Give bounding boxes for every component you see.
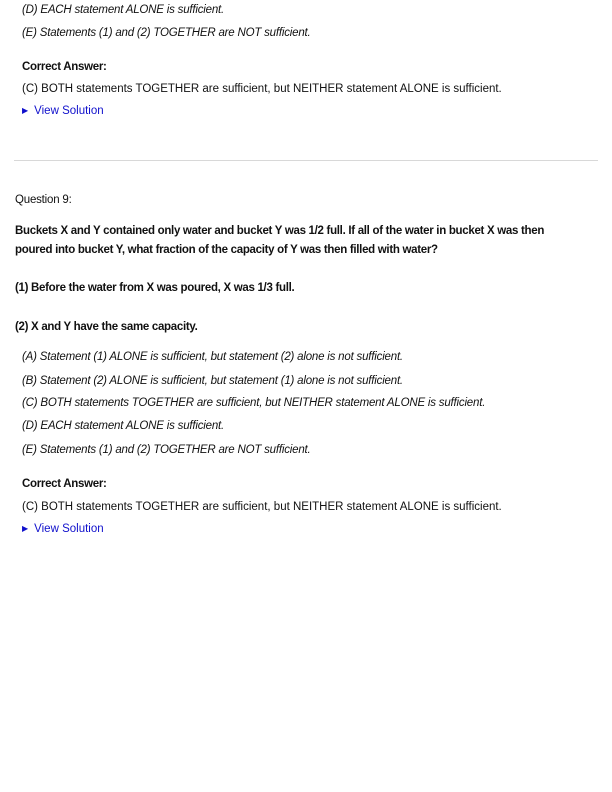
statement-1: (1) Before the water from X was poured, X was 1/3 full.	[15, 282, 295, 294]
answer-option-a: (A) Statement (1) ALONE is sufficient, but statement (2) alone is not sufficient.	[22, 351, 403, 363]
correct-answer-label: Correct Answer:	[22, 61, 107, 73]
question-stem-line-2: poured into bucket Y, what fraction of the capacity of Y was then filled with water?	[15, 244, 438, 256]
answer-option-d: (D) EACH statement ALONE is sufficient.	[22, 4, 225, 16]
question-stem-line-1: Buckets X and Y contained only water and bucket Y was 1/2 full. If all of the water in bucket X was then	[15, 225, 545, 237]
question-title: Question 9:	[15, 194, 72, 206]
answer-option-e: (E) Statements (1) and (2) TOGETHER are NOT sufficient.	[22, 444, 311, 456]
triangle-right-icon: ▶	[22, 106, 29, 115]
correct-answer: (C) BOTH statements TOGETHER are sufficient, but NEITHER statement ALONE is sufficient.	[22, 83, 502, 95]
correct-answer: (C) BOTH statements TOGETHER are sufficient, but NEITHER statement ALONE is sufficient.	[22, 501, 502, 513]
answer-option-b: (B) Statement (2) ALONE is sufficient, but statement (1) alone is not sufficient.	[22, 375, 403, 387]
triangle-right-icon: ▶	[22, 524, 29, 533]
statement-2: (2) X and Y have the same capacity.	[15, 321, 198, 333]
answer-option-c: (C) BOTH statements TOGETHER are sufficient, but NEITHER statement ALONE is sufficient.	[22, 397, 486, 409]
view-solution-label: View Solution	[34, 105, 104, 117]
view-solution-toggle[interactable]	[22, 522, 104, 536]
view-solution-toggle[interactable]	[22, 104, 104, 118]
divider	[14, 160, 598, 161]
answer-option-d: (D) EACH statement ALONE is sufficient.	[22, 420, 225, 432]
correct-answer-label: Correct Answer:	[22, 478, 107, 490]
answer-option-e: (E) Statements (1) and (2) TOGETHER are NOT sufficient.	[22, 27, 311, 39]
view-solution-label: View Solution	[34, 523, 104, 535]
